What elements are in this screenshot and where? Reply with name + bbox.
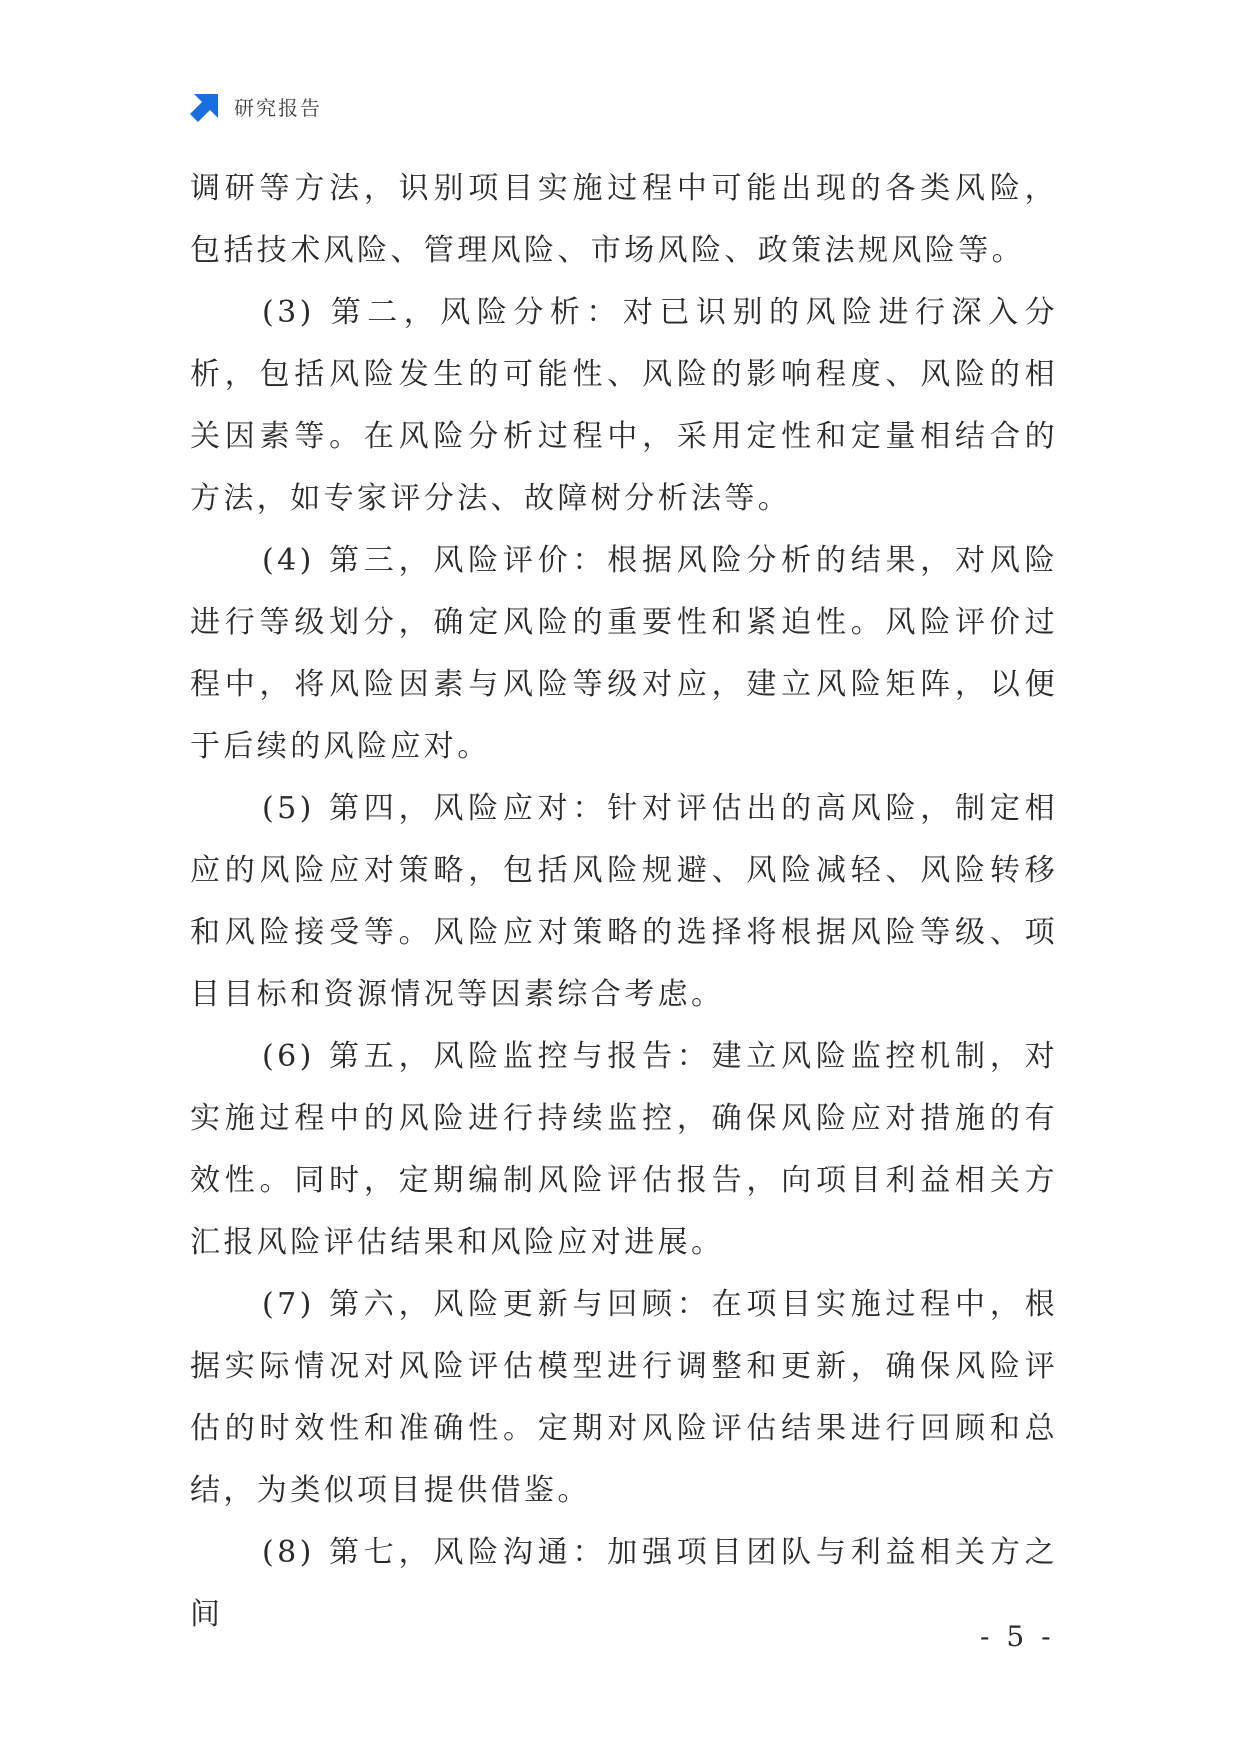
- document-body: [190, 158, 1058, 1646]
- paragraph: (4) 第三，风险评价：根据风险分析的结果，对风险进行等级划分，确定风险的重要性和紧迫性。风险评价过程中，将风险因素与风险等级对应，建立风险矩阵，以便于后续的风险应对。: [190, 543, 1058, 764]
- paragraph: (6) 第五，风险监控与报告：建立风险监控机制，对实施过程中的风险进行持续监控，确保风险应对措施的有效性。同时，定期编制风险评估报告，向项目利益相关方汇报风险评估结果和风险应对进展。: [190, 1039, 1058, 1260]
- page-header: [190, 88, 322, 124]
- report-label: 研究报告: [234, 95, 322, 120]
- page-number: - 5 -: [980, 1620, 1055, 1653]
- arrow-up-right-logo-icon: [190, 90, 222, 122]
- paragraph: (7) 第六，风险更新与回顾：在项目实施过程中，根据实际情况对风险评估模型进行调整和更新，确保风险评估的时效性和准确性。定期对风险评估结果进行回顾和总结，为类似项目提供借鉴。: [190, 1287, 1058, 1508]
- paragraph: (3) 第二，风险分析：对已识别的风险进行深入分析，包括风险发生的可能性、风险的影响程度、风险的相关因素等。在风险分析过程中，采用定性和定量相结合的方法，如专家评分法、故障树分析法等。: [190, 295, 1058, 516]
- paragraph: (8) 第七，风险沟通：加强项目团队与利益相关方之间: [190, 1535, 1058, 1632]
- paragraph: 调研等方法，识别项目实施过程中可能出现的各类风险，包括技术风险、管理风险、市场风险、政策法规风险等。: [190, 171, 1058, 268]
- paragraph: (5) 第四，风险应对：针对评估出的高风险，制定相应的风险应对策略，包括风险规避、风险减轻、风险转移和风险接受等。风险应对策略的选择将根据风险等级、项目目标和资源情况等因素综合考虑。: [190, 791, 1058, 1012]
